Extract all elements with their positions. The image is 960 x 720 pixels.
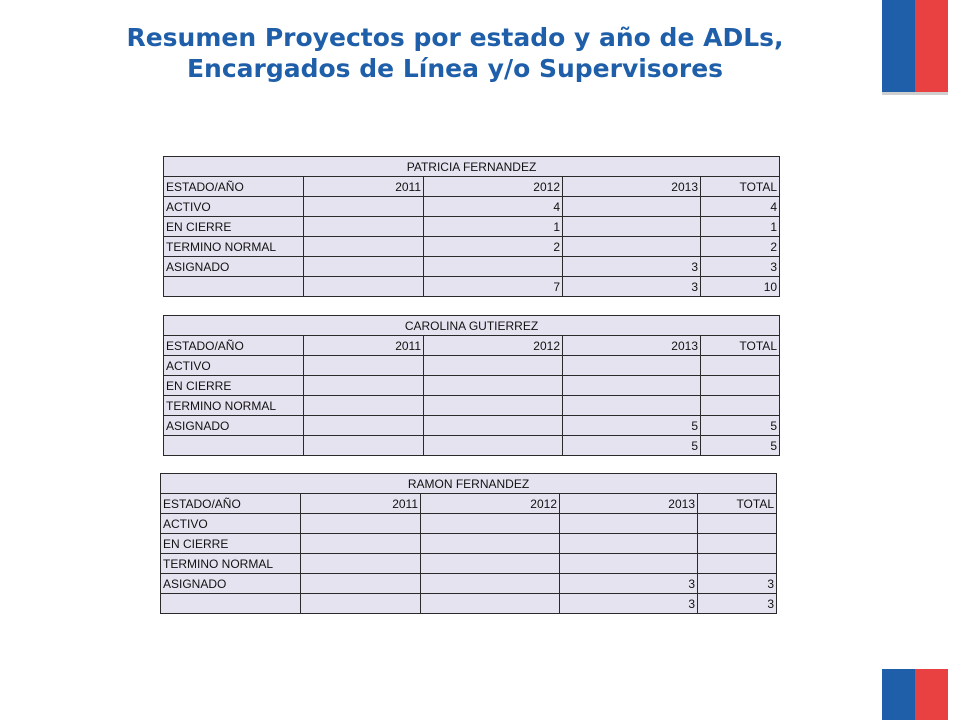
row-value-cell (563, 237, 701, 257)
table-row (164, 257, 780, 277)
project-status-table (160, 473, 777, 614)
row-value-cell: 5 (701, 416, 780, 436)
header-cell: TOTAL (701, 177, 780, 197)
header-cell: 2012 (424, 336, 563, 356)
row-value-cell: 3 (698, 594, 777, 614)
row-value-cell (424, 436, 563, 456)
flag-red-stripe (915, 669, 948, 720)
row-value-cell (301, 514, 421, 534)
table-row (161, 574, 777, 594)
header-cell: TOTAL (701, 336, 780, 356)
row-value-cell (304, 376, 424, 396)
table-row (164, 376, 780, 396)
row-status-label (161, 594, 301, 614)
row-value-cell (301, 554, 421, 574)
row-status-label: EN CIERRE (161, 534, 301, 554)
row-value-cell (560, 514, 698, 534)
header-cell: 2012 (424, 177, 563, 197)
row-value-cell (701, 356, 780, 376)
table-row (164, 217, 780, 237)
row-value-cell: 3 (560, 594, 698, 614)
row-status-label: ACTIVO (164, 197, 304, 217)
row-value-cell: 1 (701, 217, 780, 237)
flag-shadow (882, 92, 948, 95)
table-row (161, 554, 777, 574)
row-value-cell (563, 356, 701, 376)
row-value-cell (560, 554, 698, 574)
header-estado-ano: ESTADO/AÑO (164, 336, 304, 356)
row-status-label: EN CIERRE (164, 217, 304, 237)
row-status-label: EN CIERRE (164, 376, 304, 396)
flag-blue-stripe (882, 669, 915, 720)
row-value-cell (301, 594, 421, 614)
table-header-row (164, 177, 780, 197)
header-cell: 2013 (560, 494, 698, 514)
table-row (164, 197, 780, 217)
row-value-cell (304, 416, 424, 436)
row-value-cell (563, 217, 701, 237)
row-value-cell (421, 554, 560, 574)
row-value-cell (421, 514, 560, 534)
row-value-cell: 5 (701, 436, 780, 456)
table-header-row (161, 494, 777, 514)
header-cell: 2013 (563, 177, 701, 197)
row-value-cell (424, 396, 563, 416)
table-person-name: RAMON FERNANDEZ (161, 474, 777, 494)
chile-flag-logo-bottom (882, 669, 948, 720)
row-value-cell (304, 217, 424, 237)
row-status-label: ACTIVO (164, 356, 304, 376)
row-value-cell (421, 574, 560, 594)
table-title-row (164, 316, 780, 336)
table-row (161, 534, 777, 554)
table-total-row (161, 594, 777, 614)
row-value-cell (421, 594, 560, 614)
row-value-cell (424, 356, 563, 376)
table-title-row (164, 157, 780, 177)
table-row (164, 416, 780, 436)
row-status-label (164, 277, 304, 297)
row-status-label: TERMINO NORMAL (164, 396, 304, 416)
row-value-cell: 3 (701, 257, 780, 277)
row-value-cell (304, 257, 424, 277)
header-estado-ano: ESTADO/AÑO (164, 177, 304, 197)
flag-blue-stripe (882, 0, 915, 92)
row-value-cell (424, 416, 563, 436)
table-row (161, 514, 777, 534)
flag-red-stripe (915, 0, 948, 92)
table-row (164, 356, 780, 376)
row-status-label (164, 436, 304, 456)
row-value-cell (304, 356, 424, 376)
row-value-cell: 3 (563, 257, 701, 277)
row-status-label: ASIGNADO (164, 257, 304, 277)
row-value-cell: 1 (424, 217, 563, 237)
header-estado-ano: ESTADO/AÑO (161, 494, 301, 514)
row-value-cell (304, 396, 424, 416)
row-value-cell (301, 534, 421, 554)
row-value-cell (424, 376, 563, 396)
row-value-cell (304, 436, 424, 456)
row-value-cell: 4 (424, 197, 563, 217)
row-value-cell (563, 376, 701, 396)
table-person-name: CAROLINA GUTIERREZ (164, 316, 780, 336)
row-value-cell: 2 (424, 237, 563, 257)
row-value-cell: 10 (701, 277, 780, 297)
row-value-cell (698, 514, 777, 534)
header-cell: 2011 (304, 336, 424, 356)
slide-title (60, 22, 850, 84)
row-value-cell (698, 554, 777, 574)
row-value-cell: 3 (563, 277, 701, 297)
table-header-row (164, 336, 780, 356)
row-value-cell: 3 (698, 574, 777, 594)
row-value-cell (304, 277, 424, 297)
project-status-table (163, 156, 780, 297)
row-value-cell: 5 (563, 436, 701, 456)
header-cell: 2011 (304, 177, 424, 197)
row-value-cell: 7 (424, 277, 563, 297)
row-value-cell (563, 197, 701, 217)
table-total-row (164, 436, 780, 456)
table-total-row (164, 277, 780, 297)
title-line-1: Resumen Proyectos por estado y año de ADLs, (126, 23, 784, 52)
header-cell: 2013 (563, 336, 701, 356)
row-value-cell: 3 (560, 574, 698, 594)
row-value-cell: 5 (563, 416, 701, 436)
row-status-label: ACTIVO (161, 514, 301, 534)
row-value-cell (563, 396, 701, 416)
row-value-cell (424, 257, 563, 277)
row-status-label: TERMINO NORMAL (164, 237, 304, 257)
table-person-name: PATRICIA FERNANDEZ (164, 157, 780, 177)
row-value-cell (701, 376, 780, 396)
header-cell: 2012 (421, 494, 560, 514)
row-value-cell (701, 396, 780, 416)
table-row (164, 396, 780, 416)
row-status-label: ASIGNADO (164, 416, 304, 436)
row-value-cell (301, 574, 421, 594)
header-cell: TOTAL (698, 494, 777, 514)
row-value-cell (304, 237, 424, 257)
table-row (164, 237, 780, 257)
row-value-cell: 2 (701, 237, 780, 257)
chile-flag-logo-top (882, 0, 948, 92)
title-line-2: Encargados de Línea y/o Supervisores (186, 54, 724, 83)
row-value-cell (304, 197, 424, 217)
row-status-label: TERMINO NORMAL (161, 554, 301, 574)
project-status-table (163, 315, 780, 456)
header-cell: 2011 (301, 494, 421, 514)
row-value-cell (560, 534, 698, 554)
table-title-row (161, 474, 777, 494)
row-value-cell: 4 (701, 197, 780, 217)
row-status-label: ASIGNADO (161, 574, 301, 594)
row-value-cell (698, 534, 777, 554)
row-value-cell (421, 534, 560, 554)
